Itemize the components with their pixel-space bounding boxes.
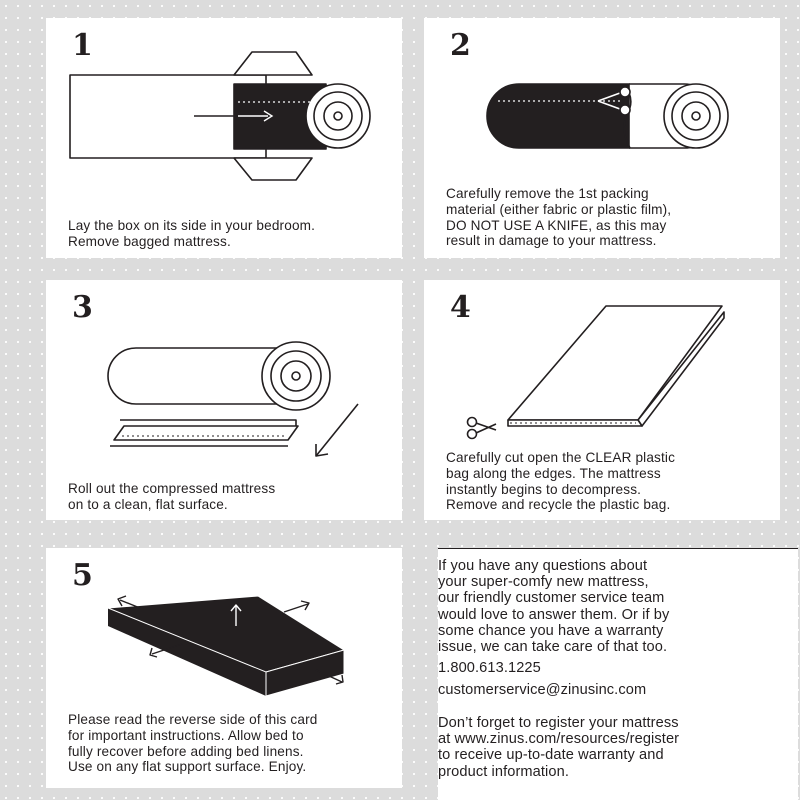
step-number: 5 bbox=[72, 558, 93, 593]
caption-line: on to a clean, flat surface. bbox=[68, 496, 228, 512]
caption-line: Lay the box on its side in your bedroom. bbox=[68, 218, 316, 233]
divider bbox=[438, 548, 798, 549]
step-caption bbox=[446, 186, 770, 249]
text-line: some chance you have a warranty bbox=[438, 622, 664, 639]
step-number: 4 bbox=[450, 290, 471, 325]
step-4-card bbox=[424, 280, 780, 520]
step-caption bbox=[68, 218, 392, 250]
caption-line: bag along the edges. The mattress bbox=[446, 465, 661, 481]
customer-service-info bbox=[438, 548, 798, 800]
step-3-card bbox=[46, 280, 402, 520]
step-caption bbox=[446, 450, 770, 513]
text-line: Don’t forget to register your mattress bbox=[438, 715, 679, 731]
open-plastic-bag-illustration bbox=[424, 280, 780, 460]
step-5-card bbox=[46, 548, 402, 788]
step-caption bbox=[68, 481, 392, 513]
step-1-card bbox=[46, 18, 402, 258]
roll-packing-removal-illustration bbox=[424, 18, 780, 198]
phone-number: 1.800.613.1225 bbox=[438, 660, 541, 676]
email-address: customerservice@zinusinc.com bbox=[438, 682, 647, 698]
caption-line: Carefully remove the 1st packing bbox=[446, 186, 649, 201]
text-line: would love to answer them. Or if by bbox=[438, 606, 670, 623]
caption-line: fully recover before adding bed linens. bbox=[68, 743, 304, 759]
text-line: product information. bbox=[438, 763, 569, 780]
text-line: at www.zinus.com/resources/register bbox=[438, 731, 680, 748]
step-caption bbox=[68, 712, 392, 775]
caption-line: Please read the reverse side of this card bbox=[68, 712, 318, 727]
text-line: our friendly customer service team bbox=[438, 590, 665, 607]
caption-line: Carefully cut open the CLEAR plastic bbox=[446, 450, 676, 465]
text-line: If you have any questions about bbox=[438, 558, 648, 574]
caption-line: instantly begins to decompress. bbox=[446, 481, 642, 497]
mattress-expanding-illustration bbox=[46, 548, 402, 718]
text-line: your super-comfy new mattress, bbox=[438, 574, 649, 591]
step-number: 1 bbox=[72, 28, 93, 63]
text-line: issue, we can take care of that too. bbox=[438, 639, 668, 656]
caption-line: DO NOT USE A KNIFE, as this may bbox=[446, 217, 667, 233]
caption-line: for important instructions. Allow bed to bbox=[68, 727, 304, 743]
step-2-card bbox=[424, 18, 780, 258]
caption-line: Remove and recycle the plastic bag. bbox=[446, 497, 671, 513]
roll-out-mattress-illustration bbox=[46, 280, 402, 470]
caption-line: material (either fabric or plastic film), bbox=[446, 201, 672, 217]
caption-line: Use on any flat support surface. Enjoy. bbox=[68, 759, 307, 775]
caption-line: result in damage to your mattress. bbox=[446, 233, 657, 249]
step-number: 3 bbox=[72, 290, 93, 325]
caption-line: Remove bagged mattress. bbox=[68, 233, 231, 249]
register-text bbox=[438, 715, 679, 780]
scissors-icon bbox=[468, 418, 497, 439]
box-unpacking-illustration bbox=[46, 18, 402, 208]
caption-line: Roll out the compressed mattress bbox=[68, 481, 276, 496]
step-number: 2 bbox=[450, 28, 471, 63]
text-line: to receive up-to-date warranty and bbox=[438, 747, 664, 764]
intro-text bbox=[438, 558, 669, 655]
